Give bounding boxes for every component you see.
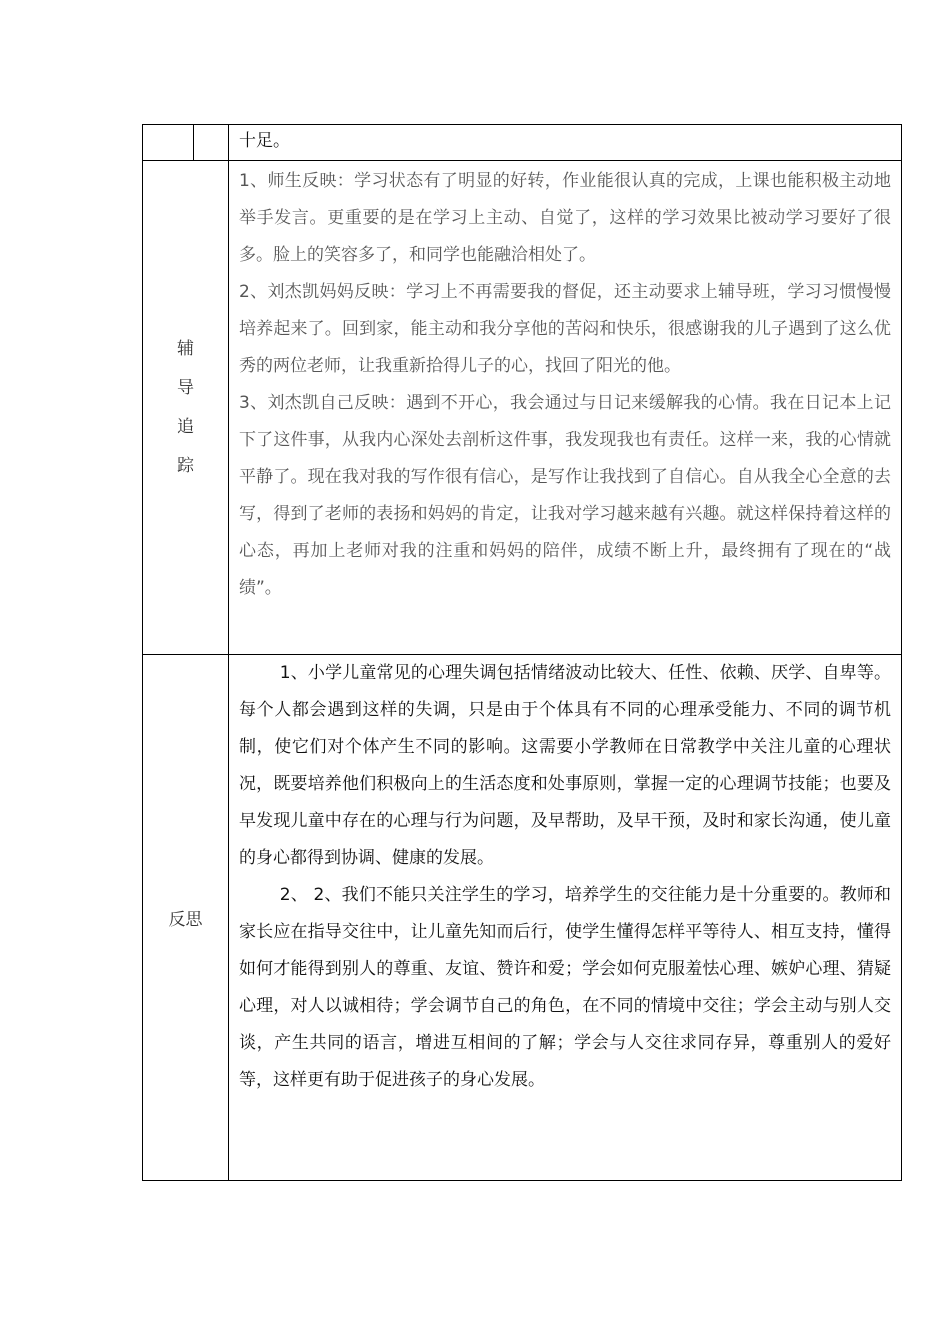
followup-label-char: 辅 — [177, 338, 194, 359]
followup-content — [229, 161, 901, 607]
continued-text-cell — [229, 125, 902, 161]
table-row-followup — [143, 161, 902, 655]
followup-label-char: 追 — [177, 416, 194, 437]
followup-paragraph-student: 3、刘杰凯自己反映：遇到不开心，我会通过与日记来缓解我的心情。我在日记本上记下了这件事，从我内心深处去剖析这件事，我发现我也有责任。这样一来，我的心情就平静了。现在我对我的写作很有信心，是写作让我找到了自信心。自从我全心全意的去写，得到了老师的表扬和妈妈的肯定，让我对学习越来越有兴趣。就这样保持着这样的心态，再加上老师对我的注重和妈妈的陪伴，成绩不断上升，最终拥有了现在的“战绩”。 — [239, 393, 891, 598]
reflection-content-cell — [229, 655, 902, 1181]
counseling-record-table — [142, 124, 902, 1181]
followup-label-char: 导 — [177, 377, 194, 398]
followup-label-char: 踪 — [177, 455, 194, 476]
reflection-paragraph-1: 1、小学儿童常见的心理失调包括情绪波动比较大、任性、依赖、厌学、自卑等。每个人都会遇到这样的失调，只是由于个体具有不同的心理承受能力、不同的调节机制，使它们对个体产生不同的影响。这需要小学教师在日常教学中关注儿童的心理状况，既要培养他们积极向上的生活态度和处事原则，掌握一定的心理调节技能；也要及早发现儿童中存在的心理与行为问题，及早帮助，及早干预，及时和家长沟通，使儿童的身心都得到协调、健康的发展。 — [239, 663, 891, 868]
followup-label — [176, 330, 196, 486]
empty-label-cell — [143, 125, 194, 161]
table-row-continued — [143, 125, 902, 161]
continued-text: 十足。 — [239, 131, 290, 151]
reflection-paragraph-2: 2、 2、我们不能只关注学生的学习，培养学生的交往能力是十分重要的。教师和家长应在指导交往中，让儿童先知而后行，使学生懂得怎样平等待人、相互支持，懂得如何才能得到别人的尊重、友谊、赞许和爱；学会如何克服羞怯心理、嫉妒心理、猜疑心理，对人以诚相待；学会调节自己的角色，在不同的情境中交往；学会主动与别人交谈，产生共同的语言，增进互相间的了解；学会与人交往求同存异，尊重别人的爱好等，这样更有助于促进孩子的身心发展。 — [239, 885, 891, 1090]
followup-label-cell — [143, 161, 229, 655]
followup-content-cell — [229, 161, 902, 655]
reflection-label-cell — [143, 655, 229, 1181]
followup-paragraph-mother: 2、刘杰凯妈妈反映：学习上不再需要我的督促，还主动要求上辅导班，学习习惯慢慢培养起来了。回到家，能主动和我分享他的苦闷和快乐，很感谢我的儿子遇到了这么优秀的两位老师，让我重新拾得儿子的心，找回了阳光的他。 — [239, 282, 891, 376]
followup-paragraph-teacher: 1、师生反映：学习状态有了明显的好转，作业能很认真的完成，上课也能积极主动地举手发言。更重要的是在学习上主动、自觉了，这样的学习效果比被动学习要好了很多。脸上的笑容多了，和同学也能融洽相处了。 — [239, 171, 891, 265]
table-row-reflection — [143, 655, 902, 1181]
reflection-label: 反思 — [168, 910, 203, 930]
reflection-content — [229, 655, 901, 1099]
empty-sub-label-cell — [194, 125, 229, 161]
